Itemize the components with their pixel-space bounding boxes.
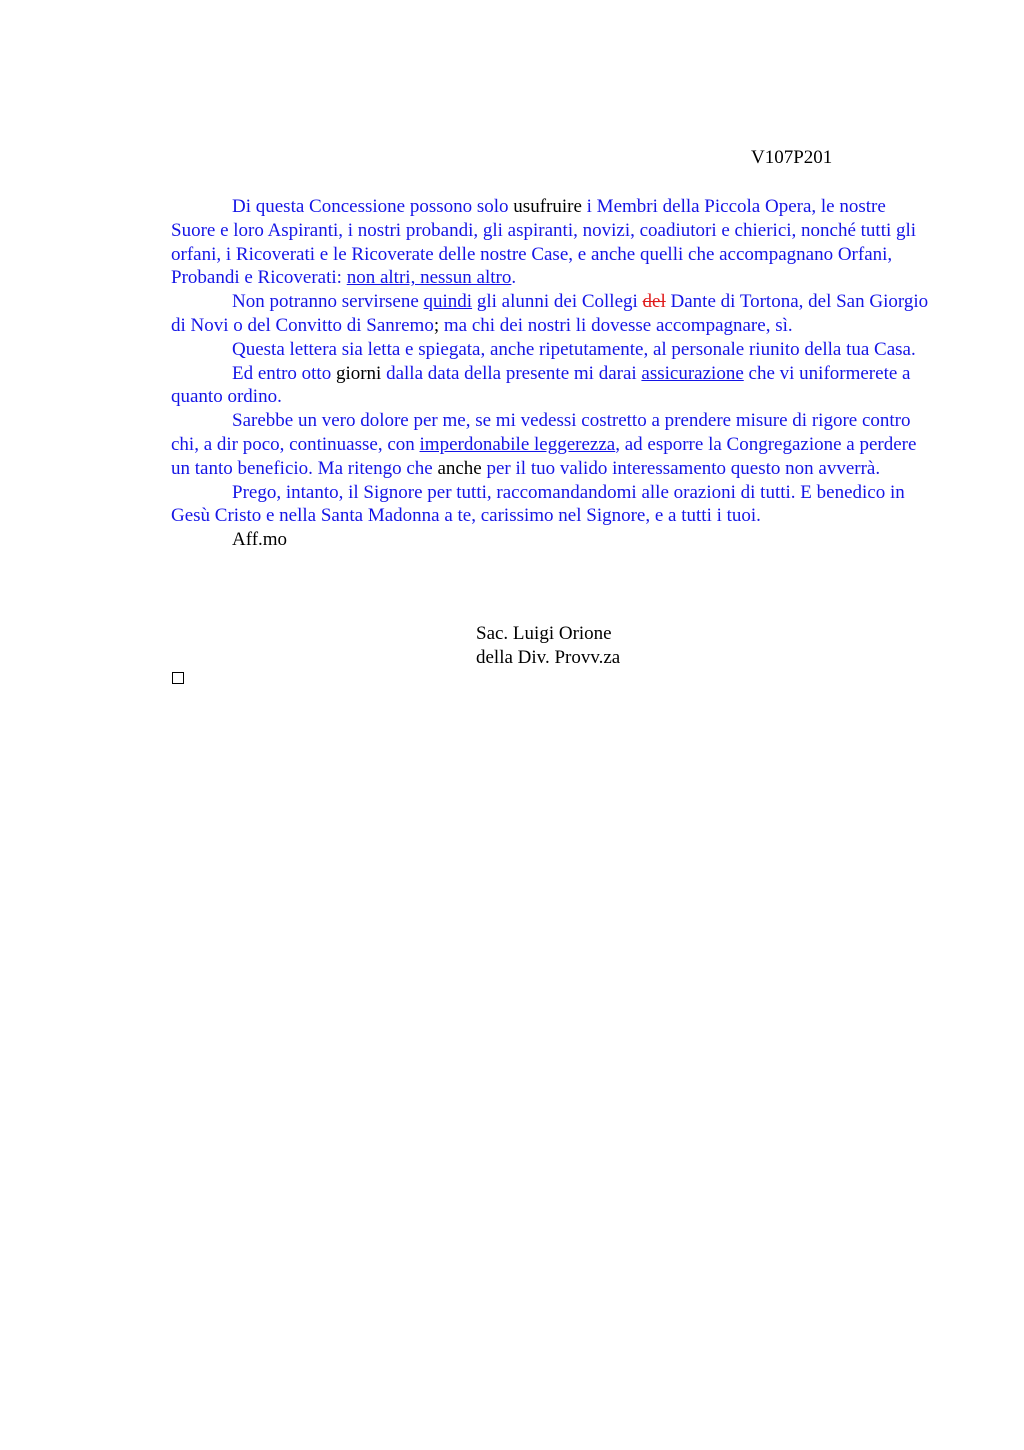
p6-text-a: Prego, intanto, il Signore per tutti, raccomandandomi alle orazioni di tutti. E benedico in Gesù Cristo e nella Santa Madonna a te, carissimo nel Signore, e a tutti i tuoi. (171, 481, 905, 527)
signature (476, 622, 620, 670)
p5-text-a: Sarebbe un vero dolore per me, se mi vedessi costretto a prendere misure di rigore contro chi, a dir poco, continuasse, con (171, 410, 911, 455)
p2-text-c: gli alunni dei Collegi (472, 291, 643, 313)
paragraph-2 (171, 290, 933, 338)
paragraph-3 (171, 338, 933, 362)
signature-title: della Div. Provv.za (476, 647, 621, 668)
p4-text-c: dalla data della presente mi darai (381, 362, 642, 384)
checkbox-square-icon (172, 672, 184, 684)
p4-underlined-word: assicurazione (641, 362, 744, 384)
p3-text-a: Questa lettera sia letta e spiegata, anche ripetutamente, al personale riunito della tua Casa. (232, 338, 916, 360)
closing: Aff.mo (232, 529, 288, 551)
p2-text-d: Dante di Tortona, del San Giorgio di Novi o del Convitto di Sanremo (171, 291, 929, 336)
paragraph-5 (171, 409, 933, 480)
p1-text-a: Di questa Concessione possono solo (232, 196, 514, 217)
p5-underlined-phrase: imperdonabile leggerezza (419, 433, 616, 455)
p1-text-e: . (511, 267, 517, 289)
paragraph-4 (171, 362, 933, 410)
signature-name: Sac. Luigi Orione (476, 623, 612, 644)
p4-text-b: giorni (335, 362, 382, 384)
p2-text-a: Non potranno servirsene (232, 291, 424, 313)
page-code: V107P201 (751, 147, 833, 168)
p1-underlined-phrase: non altri, nessun altro (346, 267, 512, 289)
p1-text-b: usufruire (513, 196, 582, 217)
p5-text-e: per il tuo valido interessamento questo non avverrà. (481, 457, 881, 479)
letter-body (171, 195, 933, 552)
p4-text-a: Ed entro otto (232, 362, 336, 384)
p2-underlined-word: quindi (423, 291, 473, 313)
p5-text-d: anche (437, 457, 482, 479)
p2-text-f: ma chi dei nostri li dovesse accompagnare, sì. (443, 314, 793, 336)
p2-deleted-word: del (642, 291, 666, 313)
p5-text-c: , ad esporre la Congregazione a perdere un tanto beneficio. Ma ritengo che (171, 433, 917, 479)
paragraph-6 (171, 481, 933, 529)
paragraph-1 (171, 195, 933, 290)
p4-text-e: che vi uniformerete a quanto ordino. (171, 362, 911, 408)
p1-text-c: i Membri della Piccola Opera, le nostre Suore e loro Aspiranti, i nostri probandi, gli aspiranti, novizi, coadiutori e chierici, nonché tutti gli orfani, i Ricoverati e le Ricoverate delle nostre Case, e anche quelli che accompagnano Orfani, Probandi e Ricoverati: (171, 196, 917, 289)
p2-text-e: ; (433, 314, 444, 336)
